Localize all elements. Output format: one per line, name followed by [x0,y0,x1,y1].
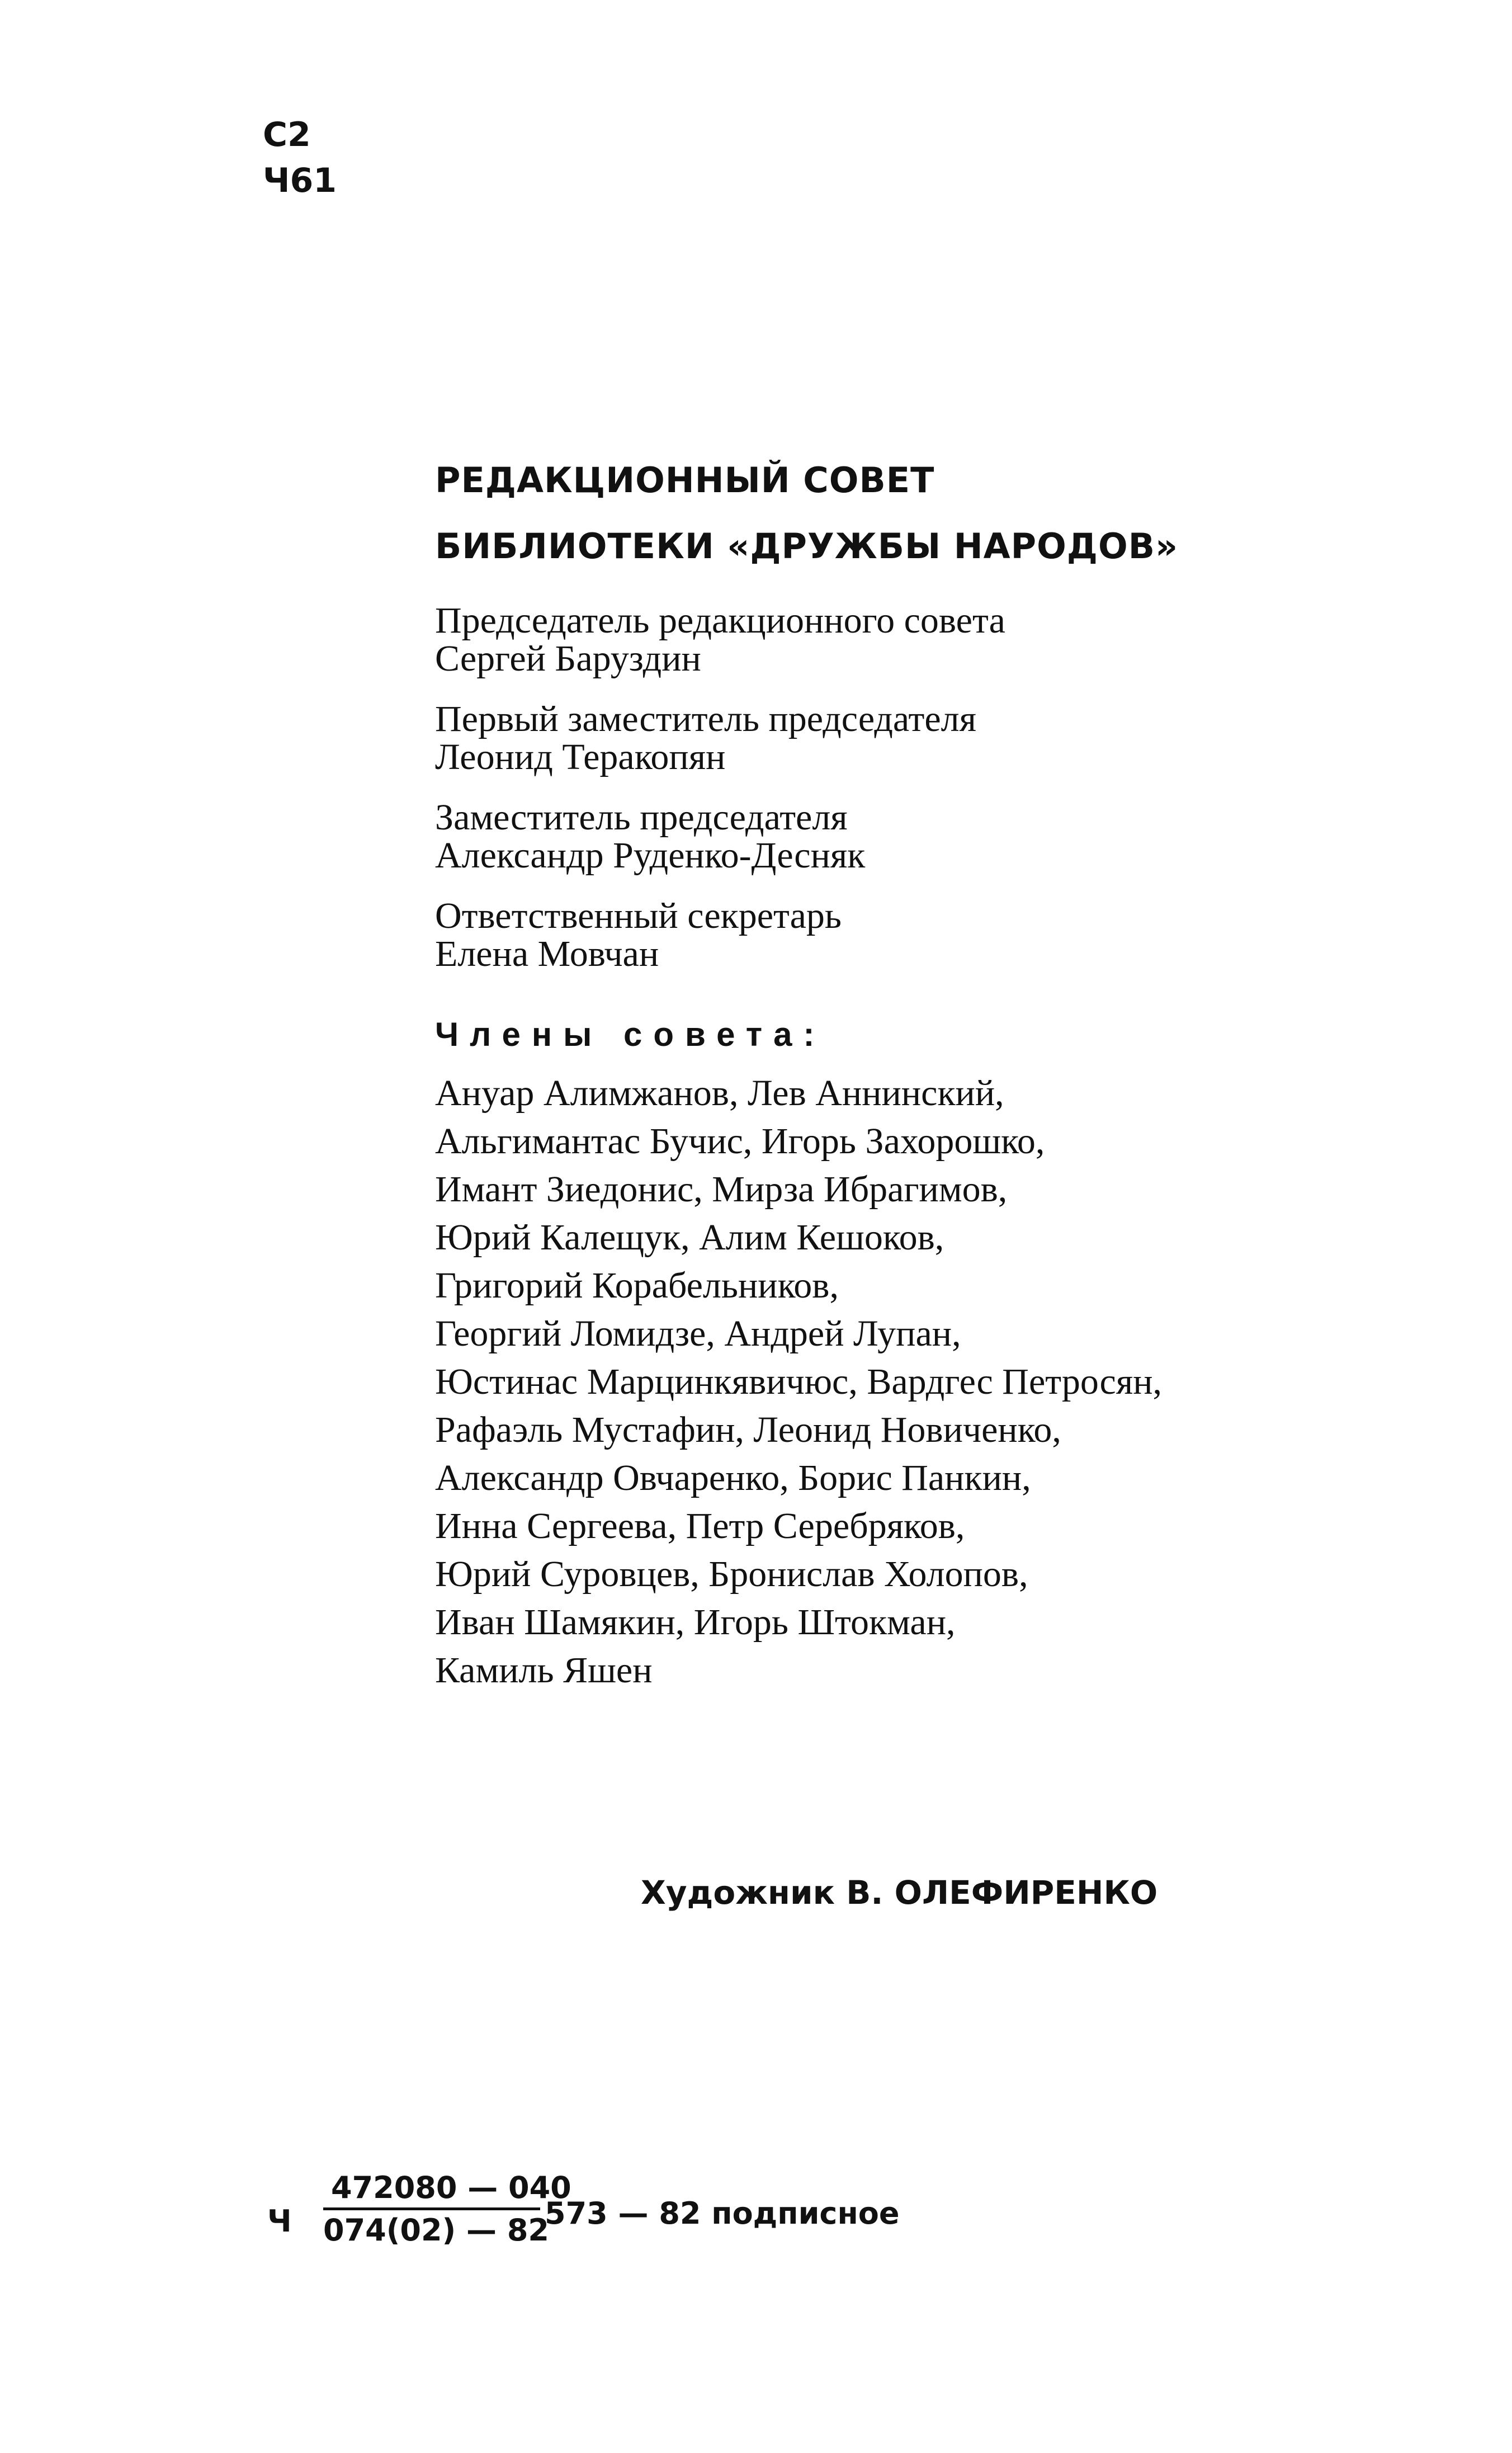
members-line: Имант Зиедонис, Мирза Ибрагимов, [435,1169,1008,1210]
artist-credit: Художник В. ОЛЕФИРЕНКО [641,1874,1158,1912]
members-heading: Члены совета: [435,1016,826,1053]
role-title: Первый заместитель председателя [435,699,976,739]
classification-line-2: Ч61 [263,161,337,200]
role-person: Александр Руденко-Десняк [435,835,866,876]
classification-line-1: С2 [263,115,311,154]
role-block [435,602,1442,678]
classification-index [263,112,337,204]
members-line: Юрий Калещук, Алим Кешоков, [435,1217,944,1258]
role-title: Заместитель председателя [435,797,848,838]
members-line: Иван Шамякин, Игорь Штокман, [435,1602,956,1643]
editorial-council [435,447,1442,1695]
imprint-numerator: 472080 — 040 [331,2170,571,2205]
council-roles [435,602,1442,973]
members-line: Григорий Корабельников, [435,1265,839,1306]
members-line: Инна Сергеева, Петр Серебряков, [435,1506,965,1546]
members-line: Александр Овчаренко, Борис Панкин, [435,1457,1031,1498]
role-title: Ответственный секретарь [435,895,842,936]
role-person: Елена Мовчан [435,933,659,974]
members-line: Георгий Ломидзе, Андрей Лупан, [435,1313,961,1354]
role-block [435,897,1442,973]
imprint-fraction [323,2170,571,2248]
members-list [435,1069,1442,1695]
imprint-tail: 573 — 82 подписное [545,2196,900,2231]
role-title: Председатель редакционного совета [435,600,1005,641]
imprint-denominator: 074(02) — 82 [323,2213,549,2248]
members-line: Альгимантас Бучис, Игорь Захорошко, [435,1121,1045,1162]
role-person: Сергей Баруздин [435,638,701,679]
imprint-code [267,2170,1274,2271]
council-title-line-2: БИБЛИОТЕКИ «ДРУЖБЫ НАРОДОВ» [435,526,1179,567]
council-title-line-1: РЕДАКЦИОННЫЙ СОВЕТ [435,460,935,501]
members-line: Юстинас Марцинкявичюс, Вардгес Петросян, [435,1361,1163,1402]
role-block [435,799,1442,875]
members-line: Ануар Алимжанов, Лев Аннинский, [435,1073,1004,1114]
role-person: Леонид Теракопян [435,737,726,777]
imprint-letter: Ч [267,2204,292,2239]
role-block [435,700,1442,776]
members-line: Юрий Суровцев, Бронислав Холопов, [435,1554,1028,1595]
members-line: Камиль Яшен [435,1650,653,1691]
members-line: Рафаэль Мустафин, Леонид Новиченко, [435,1409,1061,1450]
